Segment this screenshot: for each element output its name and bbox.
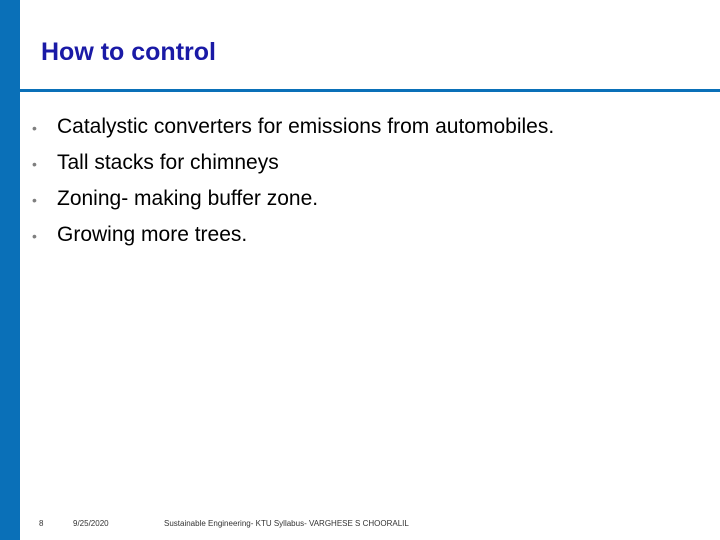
bullet-dot-icon: • [32, 156, 37, 172]
footer-date: 9/25/2020 [73, 519, 109, 528]
bullet-item [32, 223, 554, 259]
bullet-item [32, 151, 554, 187]
footer-page-number: 8 [39, 519, 44, 528]
bullet-text: Catalystic converters for emissions from automobiles. [57, 115, 555, 138]
bullet-dot-icon: • [32, 192, 37, 208]
bullet-dot-icon: • [32, 120, 37, 136]
bullet-text: Tall stacks for chimneys [57, 151, 279, 174]
footer-text: Sustainable Engineering- KTU Syllabus- VARGHESE S CHOORALIL [164, 519, 409, 528]
bullet-list [32, 115, 554, 259]
slide-title: How to control [41, 38, 216, 66]
bullet-dot-icon: • [32, 228, 37, 244]
bullet-text: Zoning- making buffer zone. [57, 187, 319, 210]
bullet-item [32, 115, 554, 151]
bullet-item [32, 187, 554, 223]
title-underline-rule [20, 89, 720, 92]
bullet-text: Growing more trees. [57, 223, 248, 246]
left-accent-bar [0, 0, 20, 540]
